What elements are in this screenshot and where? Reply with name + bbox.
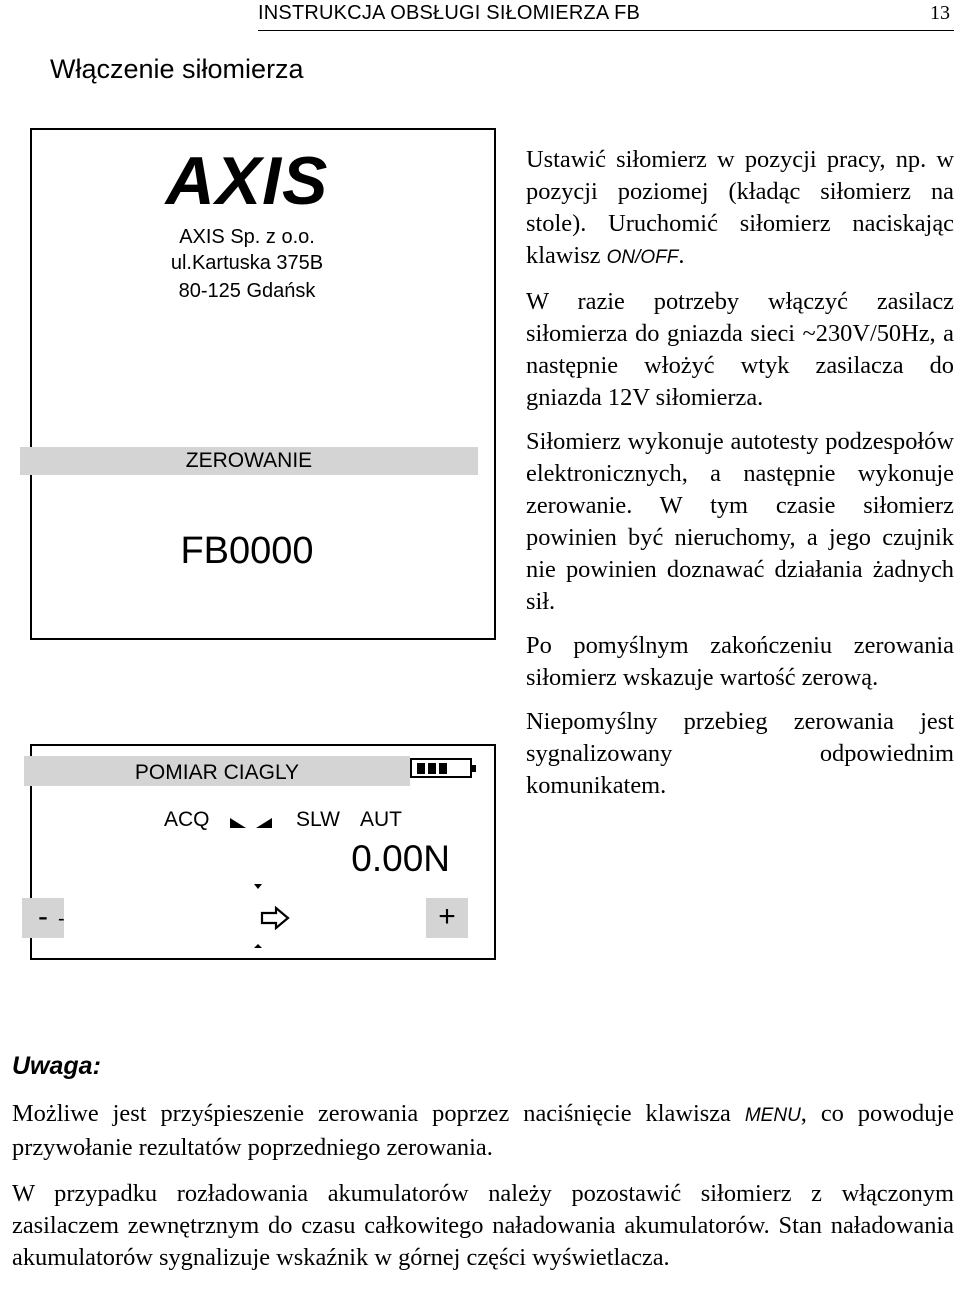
mode-bar: POMIAR CIAGLY (24, 756, 410, 786)
force-reading: 0.00N (351, 838, 450, 879)
plus-button[interactable]: + (426, 898, 468, 938)
address-line-3: 80-125 Gdańsk (178, 280, 316, 302)
address-line-1: AXIS Sp. z o.o. (179, 226, 315, 248)
paragraph-end: . (678, 242, 685, 269)
note-body (12, 1098, 954, 1288)
zeroing-status-bar: ZEROWANIE (20, 447, 478, 475)
tick-up-icon (254, 944, 262, 948)
running-header (258, 0, 954, 31)
aut-label: AUT (360, 808, 402, 831)
key-on-off: ON/OFF (606, 247, 679, 268)
arrow-right-icon[interactable] (260, 906, 290, 930)
display-measurement-screen (30, 744, 496, 960)
paragraph-power-supply: W razie potrzeby włączyć zasilacz siłomierza do gniazda sieci ~230V/50Hz, a następnie włożyć wtyk zasilacza do gniazda 12V siłomierza. (526, 288, 954, 411)
edge-marker-icon (228, 816, 276, 830)
battery-icon (410, 758, 472, 778)
section-title: Włączenie siłomierza (50, 54, 304, 84)
minus-button[interactable]: - (22, 898, 64, 938)
note-text: , co powoduje przywołanie rezultatów poprzedniego zerowania. (12, 1100, 955, 1161)
page-number: 13 (930, 2, 950, 24)
battery-tip (472, 765, 476, 772)
acq-label: ACQ (164, 808, 210, 831)
header-title: INSTRUKCJA OBSŁUGI SIŁOMIERZA FB (258, 2, 641, 24)
paragraph-text: Ustawić siłomierz w pozycji pracy, np. w pozycji poziomej (kładąc siłomierz na stole). Uruchomić siłomierz naciskając klawisz (526, 146, 954, 269)
slw-label: SLW (296, 808, 340, 831)
display-startup-screen (30, 128, 496, 640)
minus-small-label: - (58, 908, 65, 930)
axis-logo: AXIS (165, 143, 329, 219)
address-line-2: ul.Kartuska 375B (170, 252, 324, 274)
battery-cell (439, 763, 447, 774)
paragraph-success: Po pomyślnym zakończeniu zerowania siłomierz wskazuje wartość zerową. (526, 632, 954, 691)
paragraph-failure: Niepomyślny przebieg zerowania jest sygnalizowany odpowiednim komunikatem. (526, 708, 954, 799)
battery-cell (428, 763, 436, 774)
device-code: FB0000 (180, 530, 314, 572)
instructions-column (526, 144, 954, 814)
note-paragraph-battery: W przypadku rozładowania akumulatorów należy pozostawić siłomierz z włączonym zasilaczem zewnętrznym do czasu całkowitego naładowania akumulatorów. Stan naładowania akumulatorów sygnalizuje wskaźnik w górnej części wyświetlacza. (12, 1180, 954, 1271)
paragraph-self-test: Siłomierz wykonuje autotesty podzespołów elektronicznych, a następnie wykonuje zerowanie. W tym czasie siłomierz powinien być nieruchomy, a jego czujnik nie powinien doznawać działania żadnych sił. (526, 428, 954, 615)
key-menu: MENU (744, 1105, 801, 1126)
paragraph-start (526, 144, 954, 274)
note-paragraph-menu (12, 1098, 954, 1164)
tick-down-icon (254, 884, 262, 889)
note-text: Możliwe jest przyśpieszenie zerowania poprzez naciśnięcie klawisza (12, 1100, 745, 1127)
note-title: Uwaga: (12, 1052, 101, 1080)
battery-cell (417, 763, 425, 774)
